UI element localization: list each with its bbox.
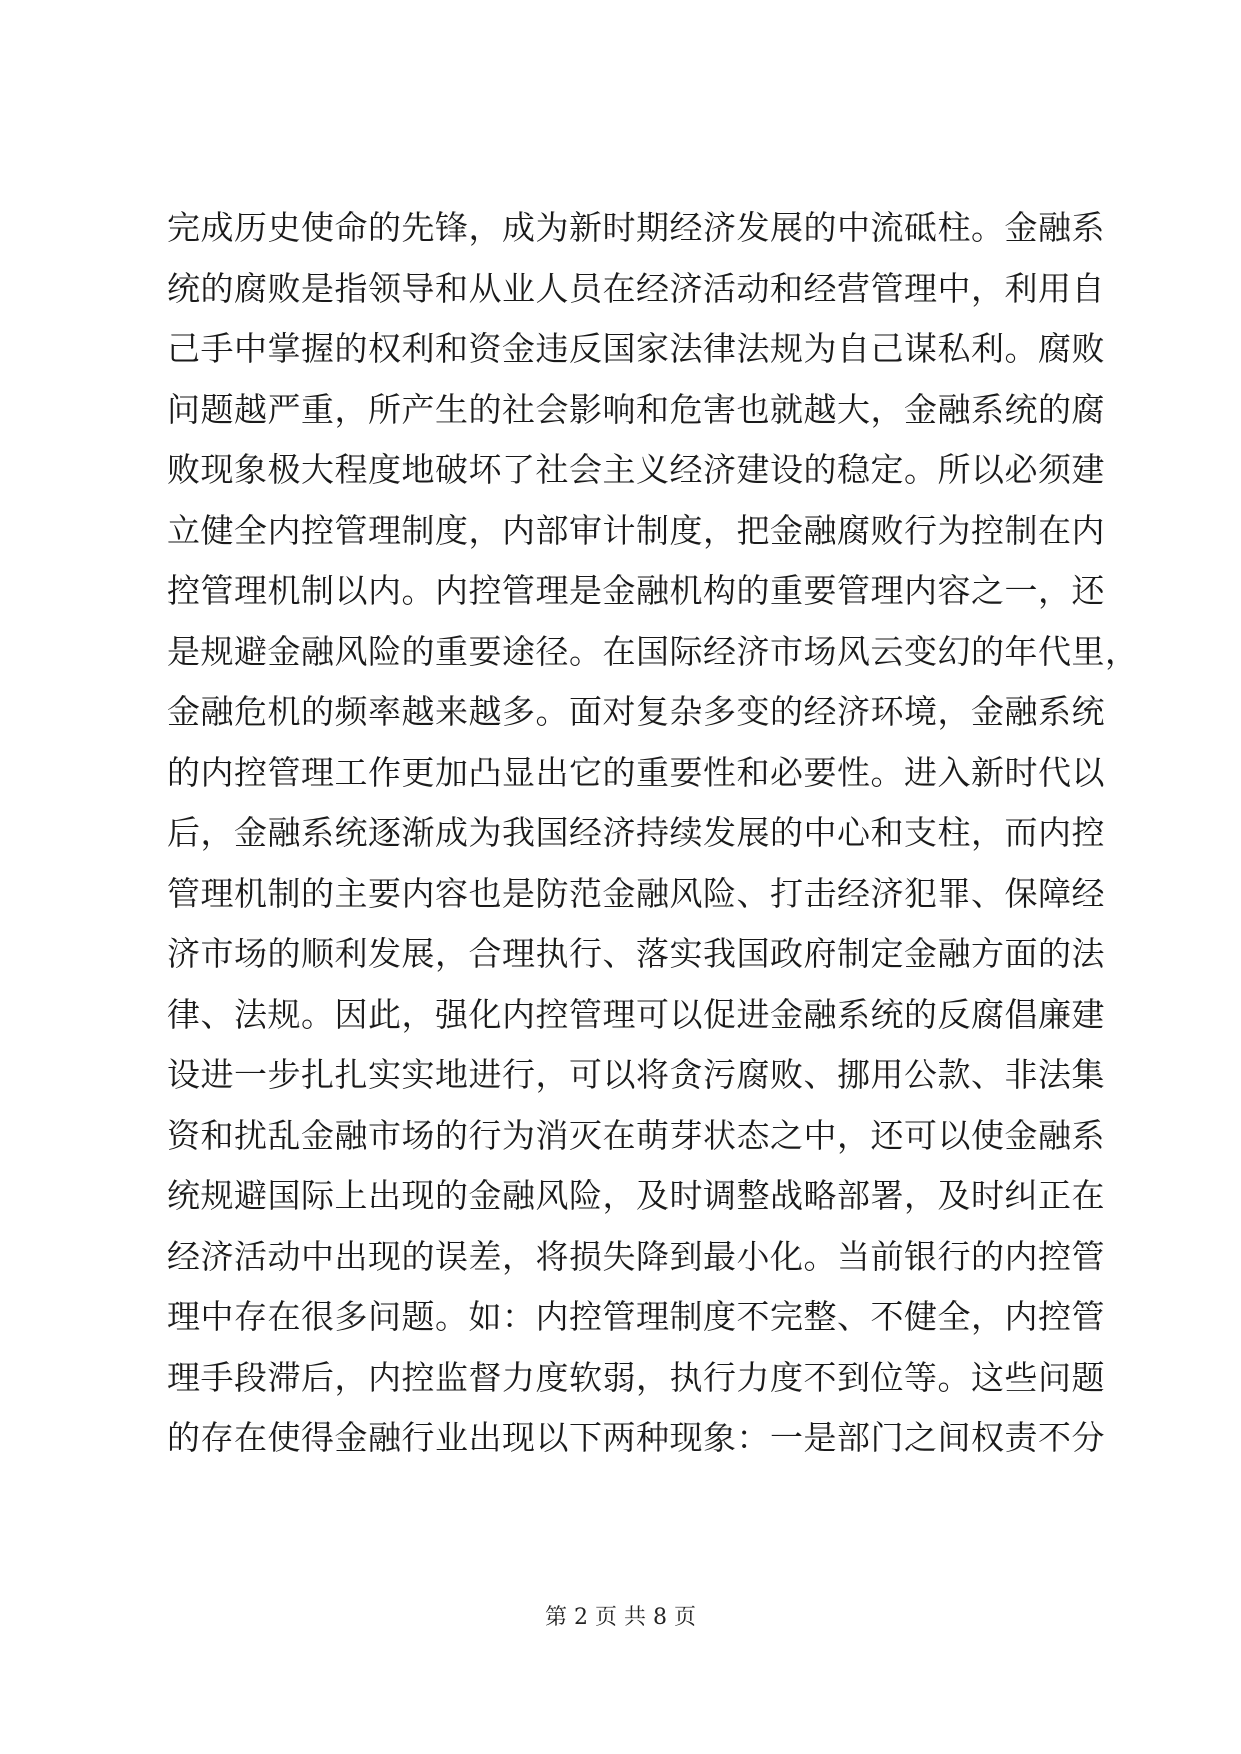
text-line: 的存在使得金融行业出现以下两种现象：一是部门之间权责不分 bbox=[167, 1418, 1105, 1457]
text-line: 问题越严重，所产生的社会影响和危害也就越大，金融系统的腐 bbox=[167, 389, 1105, 429]
text-line: 资和扰乱金融市场的行为消灭在萌芽状态之中，还可以使金融系 bbox=[167, 1115, 1105, 1155]
text-line: 控管理机制以内。内控管理是金融机构的重要管理内容之一，还 bbox=[167, 571, 1105, 610]
text-line: 经济活动中出现的误差，将损失降到最小化。当前银行的内控管 bbox=[167, 1236, 1105, 1276]
text-line: 统的腐败是指领导和从业人员在经济活动和经营管理中，利用自 bbox=[167, 268, 1105, 308]
text-line: 完成历史使命的先锋，成为新时期经济发展的中流砥柱。金融系 bbox=[167, 208, 1105, 247]
text-line: 败现象极大程度地破坏了社会主义经济建设的稳定。所以必须建 bbox=[167, 450, 1105, 489]
text-line: 理中存在很多问题。如：内控管理制度不完整、不健全，内控管 bbox=[167, 1297, 1105, 1336]
body-paragraph bbox=[167, 198, 1139, 1469]
text-line: 己手中掌握的权利和资金违反国家法律法规为自己谋私利。腐败 bbox=[167, 329, 1105, 368]
text-line: 立健全内控管理制度，内部审计制度，把金融腐败行为控制在内 bbox=[167, 510, 1105, 550]
text-line: 济市场的顺利发展，合理执行、落实我国政府制定金融方面的法 bbox=[167, 934, 1105, 973]
text-line: 金融危机的频率越来越多。面对复杂多变的经济环境，金融系统 bbox=[167, 692, 1105, 731]
page-number-footer: 第 2 页 共 8 页 bbox=[545, 1605, 696, 1630]
text-line: 后，金融系统逐渐成为我国经济持续发展的中心和支柱，而内控 bbox=[167, 813, 1105, 852]
text-line: 是规避金融风险的重要途径。在国际经济市场风云变幻的年代里， bbox=[167, 631, 1139, 671]
text-line: 理手段滞后，内控监督力度软弱，执行力度不到位等。这些问题 bbox=[167, 1357, 1105, 1397]
text-line: 的内控管理工作更加凸显出它的重要性和必要性。进入新时代以 bbox=[167, 752, 1105, 792]
text-line: 设进一步扎扎实实地进行，可以将贪污腐败、挪用公款、非法集 bbox=[167, 1055, 1105, 1094]
text-line: 统规避国际上出现的金融风险，及时调整战略部署，及时纠正在 bbox=[167, 1176, 1105, 1215]
text-line: 管理机制的主要内容也是防范金融风险、打击经济犯罪、保障经 bbox=[167, 873, 1105, 913]
text-line: 律、法规。因此，强化内控管理可以促进金融系统的反腐倡廉建 bbox=[167, 994, 1105, 1034]
